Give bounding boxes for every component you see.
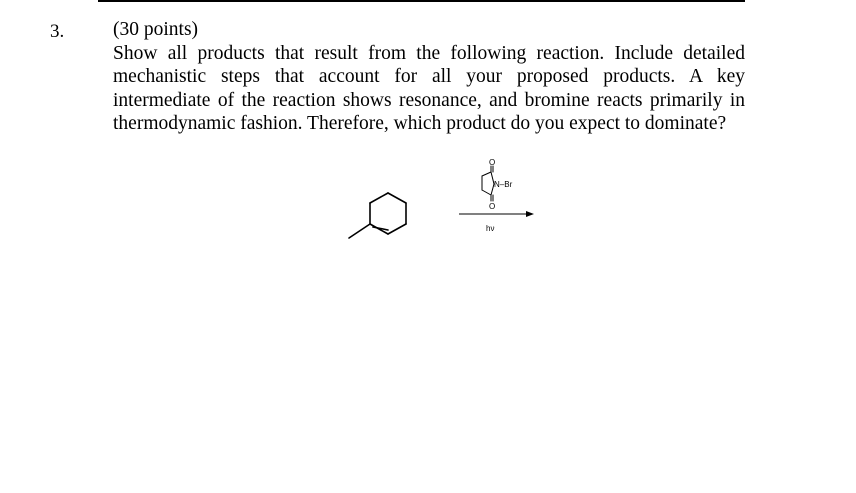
question-prompt: Show all products that result from the following reaction. Include detailed mechanistic steps that account for all your proposed products. A key intermediate of the reaction shows resonance, and bromine reacts primarily in thermodynamic fashion. Therefore, which product do you expect to dominate? xyxy=(113,42,745,134)
nbs-label: N–Br xyxy=(494,180,513,189)
methylcyclohexene-structure xyxy=(349,193,406,238)
nbs-oxygen-bottom: O xyxy=(489,202,496,211)
reaction-arrow xyxy=(459,211,534,217)
methyl-bond xyxy=(349,224,370,238)
nbs-oxygen-top: O xyxy=(489,158,496,167)
nbs-structure xyxy=(482,166,494,201)
question-number: 3. xyxy=(50,21,65,42)
condition-label: hν xyxy=(486,224,495,233)
question-points: (30 points) xyxy=(113,19,199,40)
